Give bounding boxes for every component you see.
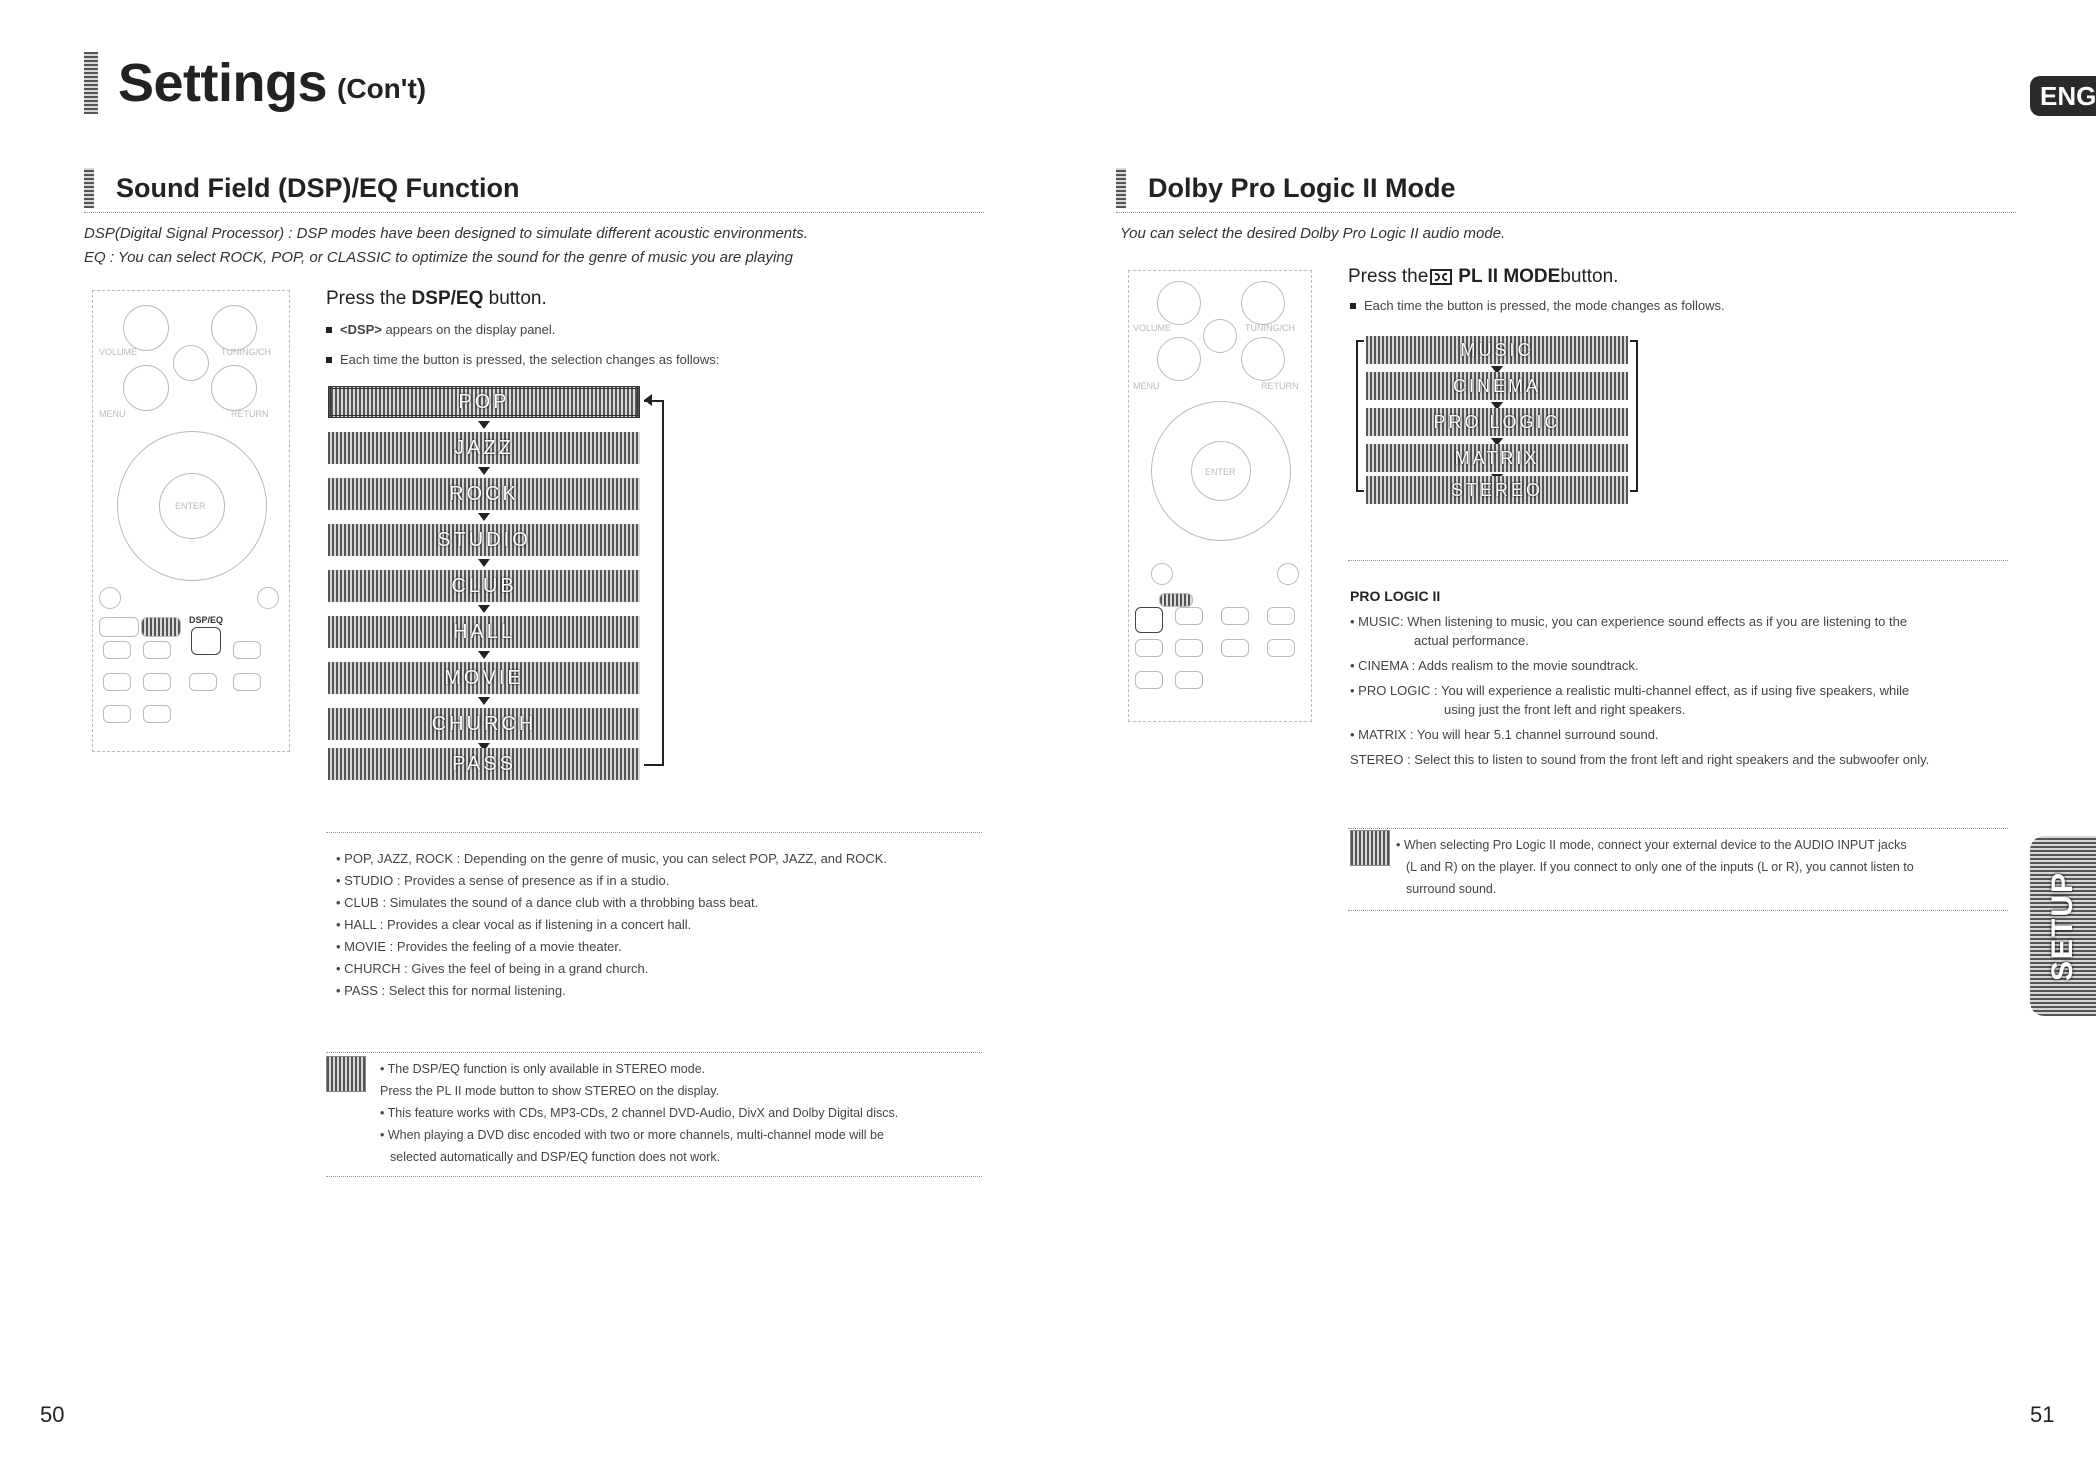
pl2-mode-matrix: MATRIX bbox=[1366, 444, 1628, 472]
dsp-eq-key bbox=[191, 627, 221, 655]
page-number-right: 51 bbox=[2030, 1402, 2055, 1427]
right-notes: • When selecting Pro Logic II mode, connect your external device to the AUDIO INPUT jacks (L and R) on the player. If you connect to only one of the inputs (L or R), you cannot listen to surround sound. bbox=[1396, 838, 1914, 896]
remote-dsp-label: DSP/EQ bbox=[189, 615, 224, 625]
dsp-eq-button-name: DSP/EQ bbox=[411, 288, 484, 309]
right-instruction: Press the PL II MODE button. bbox=[1348, 266, 1619, 287]
section-marker bbox=[1116, 168, 1126, 208]
divider bbox=[84, 212, 984, 213]
language-badge: ENG bbox=[2030, 76, 2096, 116]
pl2-mode-stereo: STEREO bbox=[1366, 476, 1628, 504]
dolby-icon bbox=[1430, 269, 1452, 285]
right-heading-text: Dolby Pro Logic II Mode bbox=[1148, 172, 1456, 203]
divider bbox=[326, 1052, 982, 1053]
note-icon bbox=[1350, 830, 1390, 866]
pro-logic-ii-title: PRO LOGIC II bbox=[1350, 588, 1441, 604]
pl2-descriptions: • MUSIC: When listening to music, you can experience sound effects as if you are listening to the actual performance. • CINEMA : Adds realism to the movie soundtrack. • PRO LOGIC : You will experience a realistic multi-channel effect, as if using five speakers, while using just the front left and right speakers. • MATRIX : You will hear 5.1 channel surround sound. STEREO : Select this to listen to sound from the front left and right speakers and the subwoofer only. bbox=[1350, 614, 1930, 767]
dsp-mode-hall: HALL bbox=[328, 616, 640, 648]
left-instruction: Press the DSP/EQ button. bbox=[326, 288, 547, 309]
pl2-mode-button-name: PL II MODE bbox=[1458, 266, 1561, 287]
section-marker bbox=[84, 168, 94, 208]
divider bbox=[1348, 828, 2008, 829]
title-marker bbox=[84, 52, 98, 114]
dsp-mode-movie: MOVIE bbox=[328, 662, 640, 694]
left-bullet-1: <DSP> appears on the display panel. bbox=[326, 322, 555, 337]
page-title-sub: (Con't) bbox=[337, 73, 427, 104]
divider bbox=[1348, 910, 2008, 911]
remote-illustration: VOLUME TUNING/CH MENU RETURN ENTER bbox=[1128, 270, 1312, 722]
dsp-mode-pass: PASS bbox=[328, 748, 640, 780]
pl2-mode-music: MUSIC bbox=[1366, 336, 1628, 364]
remote-illustration: VOLUME TUNING/CH MENU RETURN ENTER DSP/EQ bbox=[92, 290, 290, 752]
setup-side-tab: SETUP bbox=[2030, 836, 2096, 1016]
dsp-descriptions: • POP, JAZZ, ROCK : Depending on the genre of music, you can select POP, JAZZ, and ROCK. • STUDIO : Provides a sense of presence as if in a studio. • CLUB : Simulates the sound of a dance club with a throbbing bass beat. • HALL : Provides a clear vocal as if listening in a concert hall. • MOVIE : Provides the feeling of a movie theater. • CHURCH : Gives the feel of being in a grand church. • PASS : Select this for normal listening. bbox=[336, 851, 888, 998]
dsp-mode-rock: ROCK bbox=[328, 478, 640, 510]
left-heading-text: Sound Field (DSP)/EQ Function bbox=[116, 172, 520, 203]
left-notes: • The DSP/EQ function is only available in STEREO mode. Press the PL II mode button to show STEREO on the display. • This feature works with CDs, MP3-CDs, 2 channel DVD-Audio, DivX and Dolby Digital discs. • When playing a DVD disc encoded with two or more channels, multi-channel mode will be selected automatically and DSP/EQ function does not work. bbox=[380, 1062, 899, 1164]
left-section-heading bbox=[84, 168, 519, 208]
pl2-mode-pro-logic: PRO LOGIC bbox=[1366, 408, 1628, 436]
intro-dsp: DSP(Digital Signal Processor) : DSP modes have been designed to simulate different acoustic environments. bbox=[84, 225, 808, 242]
note-icon bbox=[326, 1056, 366, 1092]
pl2-mode-sequence bbox=[1356, 336, 1656, 506]
divider bbox=[326, 1176, 982, 1177]
dsp-mode-jazz: JAZZ bbox=[328, 432, 640, 464]
divider bbox=[326, 832, 982, 833]
page-title-main: Settings bbox=[118, 53, 328, 113]
left-bullet-2: Each time the button is pressed, the selection changes as follows: bbox=[326, 352, 719, 367]
dsp-mode-sequence bbox=[326, 384, 706, 780]
divider bbox=[1348, 560, 2008, 561]
dsp-mode-pop: POP bbox=[328, 386, 640, 418]
left-intro bbox=[84, 222, 994, 270]
divider bbox=[1116, 212, 2016, 213]
pl2-mode-cinema: CINEMA bbox=[1366, 372, 1628, 400]
dsp-mode-studio: STUDIO bbox=[328, 524, 640, 556]
page-number-left: 50 bbox=[40, 1402, 65, 1427]
pl2-mode-key bbox=[1135, 607, 1163, 633]
right-section-heading bbox=[1116, 168, 1456, 208]
intro-eq: EQ : You can select ROCK, POP, or CLASSIC to optimize the sound for the genre of music you are playing bbox=[84, 249, 793, 266]
right-bullet: Each time the button is pressed, the mode changes as follows. bbox=[1350, 298, 1725, 313]
dsp-mode-church: CHURCH bbox=[328, 708, 640, 740]
page-title bbox=[84, 52, 426, 114]
right-intro: You can select the desired Dolby Pro Logic II audio mode. bbox=[1120, 225, 1506, 242]
dsp-mode-club: CLUB bbox=[328, 570, 640, 602]
